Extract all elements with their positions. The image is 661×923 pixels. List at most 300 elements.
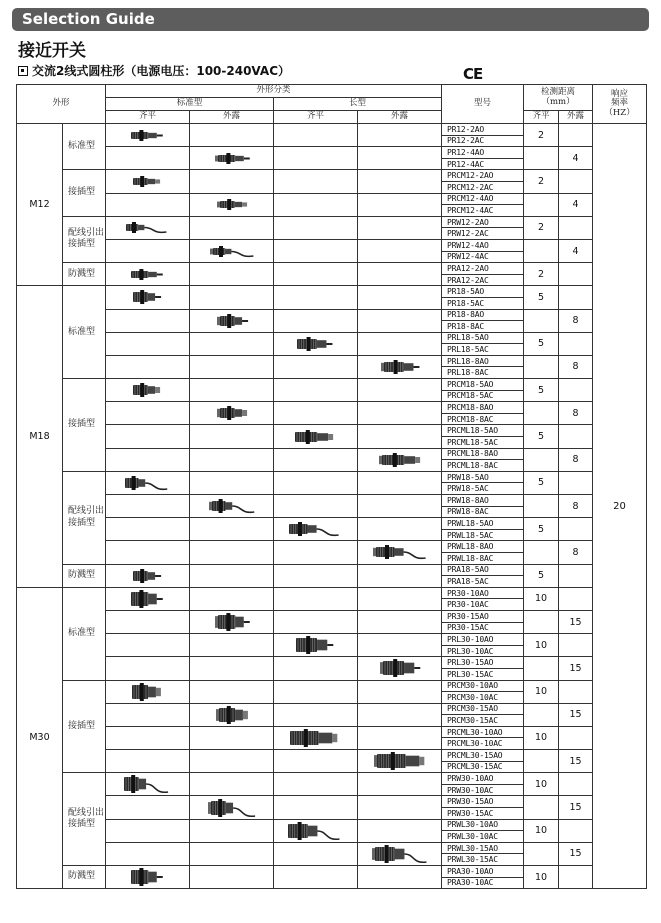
connection-type-label: 配线引出 接插型 [63, 773, 106, 866]
empty-cell [358, 518, 442, 541]
distance-flush-value [524, 309, 559, 332]
model-number: PRW30-10AC [442, 784, 524, 796]
empty-cell [190, 425, 274, 448]
table-row [17, 286, 647, 298]
model-number: PR18-8AC [442, 321, 524, 333]
sensor-image-icon [274, 726, 358, 749]
empty-cell [274, 379, 358, 402]
empty-cell [274, 750, 358, 773]
empty-cell [358, 866, 442, 889]
header-model: 型号 [442, 85, 524, 124]
empty-cell [106, 726, 190, 749]
table-row [17, 355, 647, 367]
empty-cell [274, 239, 358, 262]
empty-cell [358, 425, 442, 448]
distance-flush-value [524, 657, 559, 680]
model-number: PRCML30-10AC [442, 738, 524, 750]
sensor-image-icon [190, 193, 274, 216]
connection-type-label: 标准型 [63, 587, 106, 680]
empty-cell [274, 402, 358, 425]
empty-cell [358, 402, 442, 425]
model-number: PRA30-10AO [442, 866, 524, 878]
ce-mark-icon: CE [463, 65, 483, 83]
table-row [17, 402, 647, 414]
empty-cell [274, 216, 358, 239]
distance-flush-value [524, 355, 559, 378]
size-label: M30 [17, 587, 63, 888]
distance-nonflush-value: 8 [559, 355, 593, 378]
distance-nonflush-value [559, 425, 593, 448]
distance-nonflush-value: 15 [559, 703, 593, 726]
empty-cell [190, 634, 274, 657]
table-row [17, 448, 647, 460]
sensor-image-icon [274, 425, 358, 448]
distance-flush-value: 5 [524, 425, 559, 448]
header-long-type: 长型 [274, 98, 442, 111]
table-row [17, 518, 647, 530]
empty-cell [190, 286, 274, 309]
distance-nonflush-value: 8 [559, 495, 593, 518]
sensor-image-icon [190, 402, 274, 425]
distance-flush-value [524, 448, 559, 471]
empty-cell [274, 124, 358, 147]
model-number: PR30-15AC [442, 622, 524, 634]
sensor-image-icon [274, 518, 358, 541]
header-shape: 外形 [17, 85, 106, 124]
empty-cell [190, 448, 274, 471]
distance-nonflush-value: 4 [559, 193, 593, 216]
empty-cell [358, 379, 442, 402]
distance-nonflush-value [559, 286, 593, 309]
empty-cell [190, 842, 274, 865]
distance-nonflush-value [559, 819, 593, 842]
distance-flush-value: 2 [524, 216, 559, 239]
sensor-image-icon [190, 703, 274, 726]
empty-cell [190, 750, 274, 773]
empty-cell [274, 773, 358, 796]
distance-nonflush-value [559, 332, 593, 355]
empty-cell [358, 216, 442, 239]
empty-cell [106, 309, 190, 332]
empty-cell [358, 170, 442, 193]
sensor-image-icon [106, 587, 190, 610]
empty-cell [274, 703, 358, 726]
table-row [17, 332, 647, 344]
model-number: PRCML18-8AO [442, 448, 524, 460]
model-number: PRCM18-8AC [442, 413, 524, 425]
table-row [17, 425, 647, 437]
sensor-image-icon [106, 170, 190, 193]
model-number: PRCM18-5AC [442, 390, 524, 402]
empty-cell [106, 402, 190, 425]
sensor-image-icon [106, 773, 190, 796]
empty-cell [190, 819, 274, 842]
model-number: PRL30-10AC [442, 645, 524, 657]
empty-cell [274, 263, 358, 286]
model-number: PR18-5AC [442, 297, 524, 309]
model-number: PR18-8AO [442, 309, 524, 321]
model-number: PR12-4AC [442, 158, 524, 170]
empty-cell [106, 147, 190, 170]
model-number: PRCM30-15AC [442, 715, 524, 727]
table-row [17, 239, 647, 251]
empty-cell [274, 587, 358, 610]
model-number: PR12-2AC [442, 135, 524, 147]
empty-cell [106, 819, 190, 842]
subtitle-text: 交流2线式圆柱形（电源电压：100-240VAC） [32, 64, 290, 78]
table-row [17, 263, 647, 275]
distance-nonflush-value [559, 170, 593, 193]
empty-cell [106, 610, 190, 633]
empty-cell [274, 471, 358, 494]
model-number: PRCML18-8AC [442, 460, 524, 472]
distance-nonflush-value: 15 [559, 796, 593, 819]
model-number: PRW18-5AO [442, 471, 524, 483]
model-number: PR12-4AO [442, 147, 524, 159]
empty-cell [274, 355, 358, 378]
sensor-image-icon [358, 657, 442, 680]
header-frequency-label: 频率 [611, 98, 629, 109]
model-number: PRL18-8AO [442, 355, 524, 367]
empty-cell [358, 564, 442, 587]
distance-flush-value [524, 842, 559, 865]
empty-cell [190, 355, 274, 378]
empty-cell [274, 448, 358, 471]
distance-nonflush-value: 8 [559, 402, 593, 425]
distance-flush-value: 10 [524, 726, 559, 749]
model-number: PRCM18-8AO [442, 402, 524, 414]
header-shape-category: 外形分类 [106, 85, 442, 98]
distance-nonflush-value: 4 [559, 147, 593, 170]
model-number: PRW18-5AC [442, 483, 524, 495]
model-number: PR12-2AO [442, 124, 524, 136]
model-number: PRW30-15AC [442, 808, 524, 820]
empty-cell [190, 518, 274, 541]
empty-cell [358, 680, 442, 703]
empty-cell [274, 309, 358, 332]
model-number: PR30-15AO [442, 610, 524, 622]
model-number: PRW12-2AO [442, 216, 524, 228]
empty-cell [274, 657, 358, 680]
model-number: PRA30-10AC [442, 877, 524, 889]
connection-type-label: 配线引出 接插型 [63, 471, 106, 564]
connection-type-label: 配线引出 接插型 [63, 216, 106, 262]
bullet-square-icon [18, 66, 28, 76]
distance-nonflush-value: 8 [559, 309, 593, 332]
empty-cell [190, 170, 274, 193]
empty-cell [274, 610, 358, 633]
distance-flush-value [524, 239, 559, 262]
distance-nonflush-value [559, 587, 593, 610]
table-row [17, 726, 647, 738]
size-label: M12 [17, 124, 63, 286]
empty-cell [190, 564, 274, 587]
table-row [17, 495, 647, 507]
connection-type-label: 接插型 [63, 680, 106, 773]
distance-nonflush-value [559, 634, 593, 657]
model-number: PRW18-8AO [442, 495, 524, 507]
empty-cell [358, 587, 442, 610]
header-response [593, 85, 647, 124]
empty-cell [358, 332, 442, 355]
distance-nonflush-value [559, 216, 593, 239]
table-row [17, 680, 647, 692]
empty-cell [358, 819, 442, 842]
table-row [17, 819, 647, 831]
distance-flush-value [524, 402, 559, 425]
header-distance-label: 检测距离 [541, 87, 576, 98]
model-number: PRWL18-8AC [442, 552, 524, 564]
model-number: PR18-5AO [442, 286, 524, 298]
empty-cell [190, 680, 274, 703]
model-number: PR30-10AO [442, 587, 524, 599]
distance-flush-value: 5 [524, 564, 559, 587]
empty-cell [106, 703, 190, 726]
model-number: PRCML18-5AC [442, 437, 524, 449]
size-label: M18 [17, 286, 63, 587]
empty-cell [190, 773, 274, 796]
sensor-image-icon [106, 471, 190, 494]
connection-type-label: 防溅型 [63, 263, 106, 286]
empty-cell [358, 773, 442, 796]
model-number: PRW30-15AO [442, 796, 524, 808]
empty-cell [274, 495, 358, 518]
distance-flush-value: 10 [524, 773, 559, 796]
model-number: PRA18-5AO [442, 564, 524, 576]
distance-flush-value: 5 [524, 518, 559, 541]
table-row [17, 634, 647, 646]
empty-cell [274, 842, 358, 865]
header-standard-flush: 齐平 [106, 111, 190, 124]
empty-cell [274, 564, 358, 587]
table-row [17, 773, 647, 785]
model-number: PRWL18-5AC [442, 529, 524, 541]
empty-cell [190, 541, 274, 564]
empty-cell [358, 147, 442, 170]
table-row [17, 216, 647, 228]
table-row [17, 309, 647, 321]
sensor-image-icon [106, 564, 190, 587]
empty-cell [190, 471, 274, 494]
sensor-image-icon [358, 541, 442, 564]
model-number: PRCM12-2AC [442, 181, 524, 193]
empty-cell [358, 796, 442, 819]
sensor-image-icon [106, 263, 190, 286]
distance-nonflush-value: 15 [559, 610, 593, 633]
distance-flush-value [524, 193, 559, 216]
model-number: PRCML30-15AC [442, 761, 524, 773]
model-number: PRL18-8AC [442, 367, 524, 379]
sensor-image-icon [106, 124, 190, 147]
empty-cell [274, 796, 358, 819]
banner-title: Selection Guide [22, 10, 155, 28]
model-number: PRWL30-10AO [442, 819, 524, 831]
table-row [17, 750, 647, 762]
sensor-image-icon [274, 332, 358, 355]
table-row [17, 703, 647, 715]
distance-nonflush-value [559, 680, 593, 703]
model-number: PRW30-10AO [442, 773, 524, 785]
empty-cell [106, 796, 190, 819]
empty-cell [190, 263, 274, 286]
distance-nonflush-value: 15 [559, 750, 593, 773]
sensor-image-icon [106, 379, 190, 402]
table-row [17, 842, 647, 854]
empty-cell [358, 309, 442, 332]
empty-cell [358, 634, 442, 657]
connection-type-label: 标准型 [63, 286, 106, 379]
empty-cell [274, 541, 358, 564]
model-number: PRA12-2AC [442, 274, 524, 286]
sensor-image-icon [358, 448, 442, 471]
model-number: PRCM30-10AO [442, 680, 524, 692]
distance-flush-value [524, 750, 559, 773]
sensor-image-icon [190, 495, 274, 518]
table-row [17, 147, 647, 159]
model-number: PRW12-4AO [442, 239, 524, 251]
empty-cell [106, 193, 190, 216]
empty-cell [106, 750, 190, 773]
table-row [17, 587, 647, 599]
model-number: PRCML30-10AO [442, 726, 524, 738]
empty-cell [274, 680, 358, 703]
empty-cell [358, 193, 442, 216]
distance-nonflush-value [559, 726, 593, 749]
distance-nonflush-value [559, 471, 593, 494]
empty-cell [274, 147, 358, 170]
selection-table [16, 84, 647, 889]
empty-cell [190, 587, 274, 610]
distance-flush-value: 5 [524, 379, 559, 402]
sensor-image-icon [358, 842, 442, 865]
header-distance-nonflush: 外露 [559, 111, 593, 124]
model-number: PRCM30-10AC [442, 692, 524, 704]
model-number: PRWL18-5AO [442, 518, 524, 530]
model-number: PRA18-5AC [442, 576, 524, 588]
empty-cell [190, 332, 274, 355]
model-number: PRW12-2AC [442, 228, 524, 240]
sensor-image-icon [274, 819, 358, 842]
empty-cell [358, 703, 442, 726]
empty-cell [274, 286, 358, 309]
distance-flush-value: 5 [524, 332, 559, 355]
empty-cell [106, 239, 190, 262]
sensor-image-icon [106, 680, 190, 703]
distance-nonflush-value [559, 379, 593, 402]
connection-type-label: 标准型 [63, 124, 106, 170]
table-row [17, 796, 647, 808]
sensor-image-icon [190, 796, 274, 819]
empty-cell [358, 263, 442, 286]
model-number: PRWL30-15AO [442, 842, 524, 854]
header-response-label: 响应 [611, 88, 629, 99]
empty-cell [106, 541, 190, 564]
header-frequency-unit: （HZ） [604, 107, 635, 118]
empty-cell [274, 193, 358, 216]
model-number: PRL18-5AC [442, 344, 524, 356]
distance-nonflush-value: 4 [559, 239, 593, 262]
table-row [17, 471, 647, 483]
table-row [17, 379, 647, 391]
empty-cell [274, 866, 358, 889]
table-row [17, 541, 647, 553]
connection-type-label: 防溅型 [63, 564, 106, 587]
sensor-image-icon [190, 309, 274, 332]
distance-nonflush-value [559, 518, 593, 541]
model-number: PRCM12-2AO [442, 170, 524, 182]
empty-cell [106, 448, 190, 471]
model-number: PRWL30-10AC [442, 831, 524, 843]
empty-cell [358, 239, 442, 262]
empty-cell [190, 657, 274, 680]
sensor-image-icon [358, 750, 442, 773]
empty-cell [190, 124, 274, 147]
header-long-nonflush: 外露 [358, 111, 442, 124]
distance-flush-value [524, 796, 559, 819]
empty-cell [190, 379, 274, 402]
empty-cell [106, 657, 190, 680]
empty-cell [358, 610, 442, 633]
model-number: PRWL18-8AO [442, 541, 524, 553]
header-standard-type: 标准型 [106, 98, 274, 111]
empty-cell [106, 634, 190, 657]
header-distance-unit: （mm） [541, 96, 575, 107]
table-row [17, 866, 647, 878]
model-number: PRL18-5AO [442, 332, 524, 344]
distance-nonflush-value [559, 124, 593, 147]
table-row [17, 657, 647, 669]
distance-flush-value [524, 495, 559, 518]
empty-cell [190, 726, 274, 749]
model-number: PRCM30-15AO [442, 703, 524, 715]
empty-cell [106, 425, 190, 448]
empty-cell [274, 170, 358, 193]
empty-cell [358, 124, 442, 147]
connection-type-label: 防溅型 [63, 866, 106, 889]
model-number: PRWL30-15AC [442, 854, 524, 866]
empty-cell [190, 866, 274, 889]
sensor-image-icon [190, 147, 274, 170]
distance-nonflush-value: 8 [559, 448, 593, 471]
distance-flush-value: 10 [524, 680, 559, 703]
distance-flush-value: 2 [524, 124, 559, 147]
empty-cell [106, 355, 190, 378]
header-standard-nonflush: 外露 [190, 111, 274, 124]
distance-flush-value: 5 [524, 286, 559, 309]
distance-nonflush-value: 15 [559, 657, 593, 680]
distance-nonflush-value [559, 263, 593, 286]
distance-flush-value: 2 [524, 170, 559, 193]
model-number: PRCM12-4AC [442, 205, 524, 217]
empty-cell [190, 216, 274, 239]
distance-flush-value [524, 541, 559, 564]
sensor-image-icon [106, 286, 190, 309]
distance-nonflush-value [559, 866, 593, 889]
model-number: PRCML30-15AO [442, 750, 524, 762]
model-number: PRW18-8AC [442, 506, 524, 518]
header-distance [524, 85, 593, 111]
empty-cell [358, 286, 442, 309]
table-row [17, 564, 647, 576]
sensor-image-icon [190, 610, 274, 633]
sensor-image-icon [106, 216, 190, 239]
model-number: PRL30-10AO [442, 634, 524, 646]
table-row [17, 124, 647, 136]
distance-nonflush-value [559, 773, 593, 796]
empty-cell [358, 471, 442, 494]
table-row [17, 610, 647, 622]
model-number: PRCM18-5AO [442, 379, 524, 391]
